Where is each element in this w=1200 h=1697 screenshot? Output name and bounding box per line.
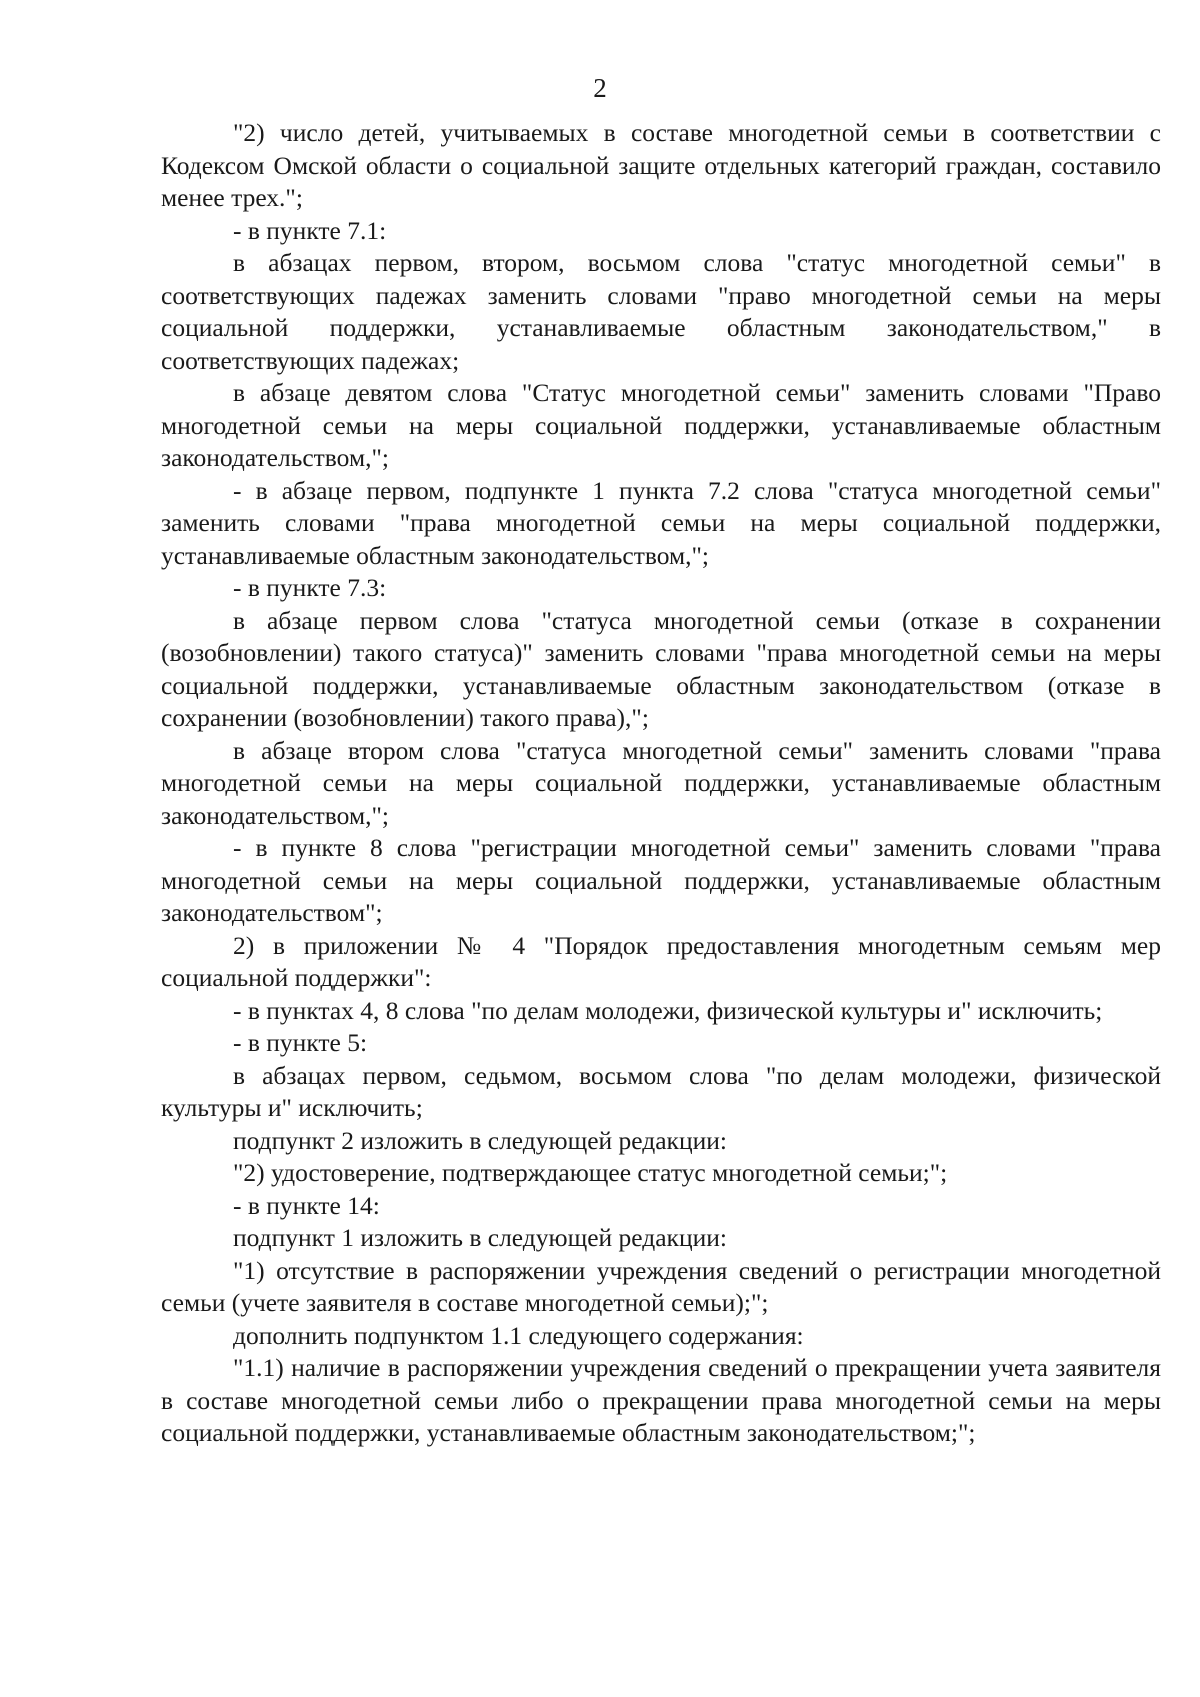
paragraph: в абзаце девятом слова "Статус многодетной семьи" заменить словами "Право многодетной семьи на меры социальной поддержки, устанавливаемые областным законодательством,";	[161, 378, 1161, 472]
paragraph: - в пунктах 4, 8 слова "по делам молодежи, физической культуры и" исключить;	[233, 995, 1103, 1025]
paragraph: "1.1) наличие в распоряжении учреждения сведений о прекращении учета заявителя в составе многодетной семьи либо о прекращении права многодетной семьи на меры социальной поддержки, устанавливаемые областным законодательством;";	[161, 1353, 1161, 1447]
paragraph: "2) удостоверение, подтверждающее статус многодетной семьи;";	[233, 1158, 948, 1187]
paragraph: в абзацах первом, втором, восьмом слова "статус многодетной семьи" в соответствующих падежах заменить словами "право многодетной семьи на меры социальной поддержки, устанавливаемые областным законодательством," в соответствующих падежах;	[161, 248, 1161, 375]
paragraph: в абзаце первом слова "статуса многодетной семьи (отказе в сохранении (возобновлении) такого статуса)" заменить словами "права многодетной семьи на меры социальной поддержки, устанавливаемые областным законодательством (отказе в сохранении (возобновлении) такого права),";	[161, 605, 1161, 732]
paragraph: - в пункте 8 слова "регистрации многодетной семьи" заменить словами "права многодетной семьи на меры социальной поддержки, устанавливаемые областным законодательством";	[161, 833, 1161, 927]
paragraph: - в пункте 14:	[233, 1190, 380, 1220]
paragraph: в абзацах первом, седьмом, восьмом слова "по делам молодежи, физической культуры и" исключить;	[161, 1060, 1161, 1122]
paragraph: 2) в приложении № 4 "Порядок предоставления многодетным семьям мер социальной поддержки":	[161, 930, 1161, 992]
paragraph: - в абзаце первом, подпункте 1 пункта 7.2 слова "статуса многодетной семьи" заменить словами "права многодетной семьи на меры социальной поддержки, устанавливаемые областным законодательством,";	[161, 475, 1161, 570]
paragraph: - в пункте 7.3:	[233, 573, 387, 602]
paragraph: дополнить подпунктом 1.1 следующего содержания:	[233, 1320, 804, 1350]
paragraph: подпункт 2 изложить в следующей редакции:	[233, 1125, 727, 1155]
paragraph: - в пункте 5:	[233, 1028, 368, 1057]
paragraph: "2) число детей, учитываемых в составе многодетной семьи в соответствии с Кодексом Омской области о социальной защите отдельных категорий граждан, составило менее трех.";	[161, 118, 1161, 212]
paragraph: - в пункте 7.1:	[233, 215, 387, 245]
paragraph: подпункт 1 изложить в следующей редакции:	[233, 1223, 727, 1252]
paragraph: "1) отсутствие в распоряжении учреждения сведений о регистрации многодетной семьи (учете заявителя в составе многодетной семьи);";	[161, 1255, 1161, 1317]
document-body	[161, 117, 1161, 1450]
page-number: 2	[593, 73, 607, 103]
paragraph: в абзаце втором слова "статуса многодетной семьи" заменить словами "права многодетной семьи на меры социальной поддержки, устанавливаемые областным законодательством,";	[161, 735, 1161, 830]
